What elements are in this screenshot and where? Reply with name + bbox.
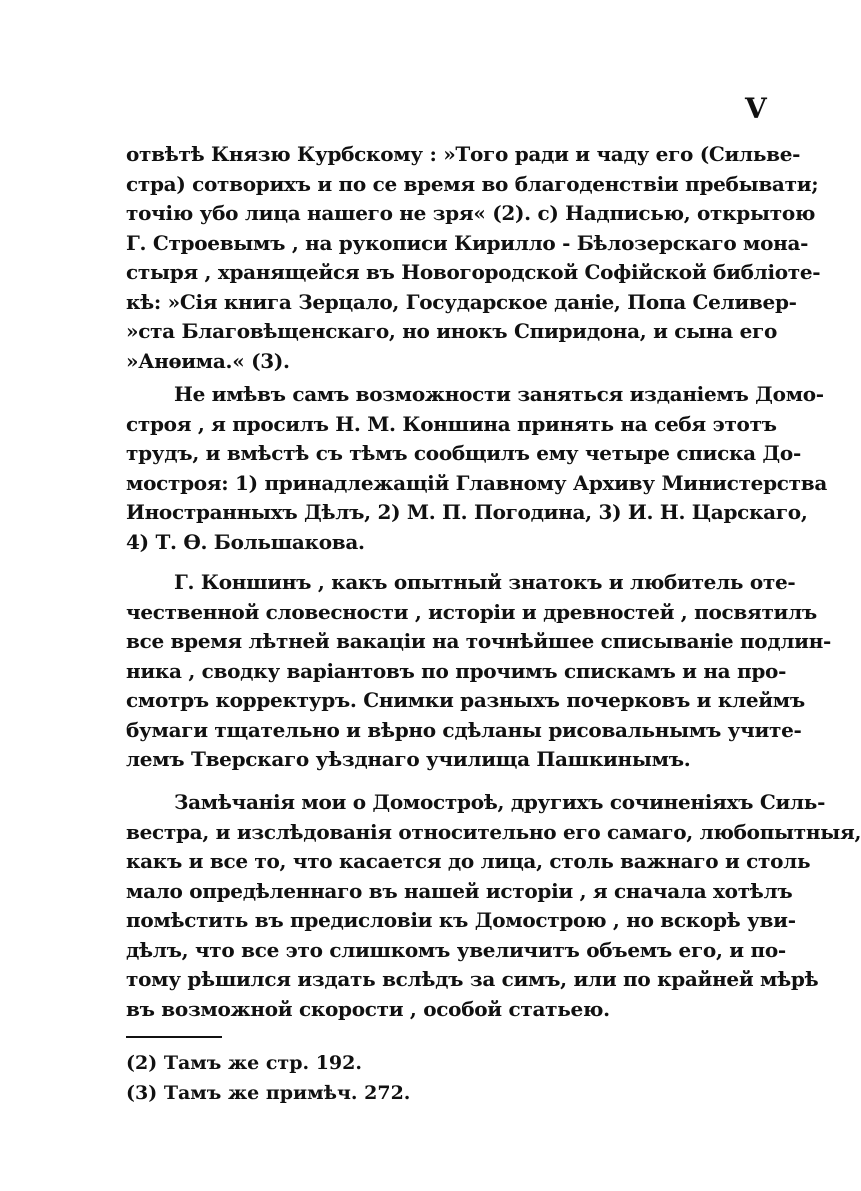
text-line: дѣлъ, что все это слишкомъ увеличитъ объемъ его, и по- (126, 937, 786, 962)
text-line: мостроя: 1) принадлежащій Главному Архиву Министерства (126, 470, 827, 495)
text-line: »Анѳима.« (3). (126, 348, 290, 373)
text-line: строя , я просилъ Н. М. Коншина принять на себя этотъ (126, 411, 777, 436)
text-line: Не имѣвъ самъ возможности заняться изданіемъ Домо- (174, 382, 824, 406)
text-line: помѣстить въ предисловіи къ Домострою , но вскорѣ уви- (126, 908, 796, 932)
text-line: чественной словесности , исторіи и древностей , посвятилъ (126, 599, 817, 624)
footnote-2: (2) Тамъ же стр. 192. (126, 1052, 362, 1074)
footnotes (126, 1048, 726, 1108)
paragraph-konshin (126, 568, 832, 775)
text-line: смотръ корректуръ. Снимки разныхъ почерковъ и клеймъ (126, 688, 805, 712)
text-line: все время лѣтней вакаціи на точнѣйшее списываніе подлин- (126, 629, 832, 653)
text-line: ника , сводку варіантовъ по прочимъ спискамъ и на про- (126, 658, 787, 683)
text-line: бумаги тщательно и вѣрно сдѣланы рисовальнымъ учите- (126, 717, 802, 742)
text-line: отвѣтѣ Князю Курбскому : »Того ради и чаду его (Сильве- (126, 142, 801, 166)
footnote-divider (126, 1036, 222, 1038)
text-line: стыря , хранящейся въ Новогородской Софійской библіоте- (126, 260, 821, 284)
text-line: Замѣчанія мои о Домостроѣ, другихъ сочиненіяхъ Силь- (174, 790, 826, 814)
text-line: мало опредѣленнаго въ нашей исторіи , я сначала хотѣлъ (126, 878, 793, 903)
text-line: вестра, и изслѣдованія относительно его самаго, любопытныя, (126, 819, 861, 844)
text-line: точію убо лица нашего не зря« (2). с) Надписью, открытою (126, 201, 816, 225)
text-line: Г. Коншинъ , какъ опытный знатокъ и любитель оте- (174, 570, 796, 594)
text-line: тому рѣшился издать вслѣдъ за симъ, или по крайней мѣрѣ (126, 967, 819, 991)
text-line: 4) Т. Ѳ. Большакова. (126, 529, 365, 554)
text-line: Иностранныхъ Дѣлъ, 2) М. П. Погодина, 3) И. Н. Царскаго, (126, 500, 808, 524)
text-line: лемъ Тверскаго уѣзднаго училища Пашкинымъ. (126, 747, 691, 771)
text-line: въ возможной скорости , особой статьею. (126, 996, 610, 1021)
paragraph-continuation (126, 140, 821, 376)
text-line: трудъ, и вмѣстѣ съ тѣмъ сообщилъ ему четыре списка До- (126, 441, 801, 465)
page-number: V (745, 92, 767, 125)
footnote-3: (3) Тамъ же примѣч. 272. (126, 1082, 411, 1104)
text-line: стра) сотворихъ и по се время во благоденствіи пребывати; (126, 171, 819, 196)
text-line: какъ и все то, что касается до лица, столь важнаго и столь (126, 849, 811, 873)
text-line: Г. Строевымъ , на рукописи Кирилло - Бѣлозерскаго мона- (126, 230, 809, 255)
text-line: »ста Благовѣщенскаго, но инокъ Спиридона, и сына его (126, 319, 778, 343)
paragraph-domostroy-edition (126, 380, 827, 557)
paragraph-remarks (126, 788, 861, 1024)
text-line: кѣ: »Сія книга Зерцало, Государское даніе, Попа Селивер- (126, 289, 797, 314)
